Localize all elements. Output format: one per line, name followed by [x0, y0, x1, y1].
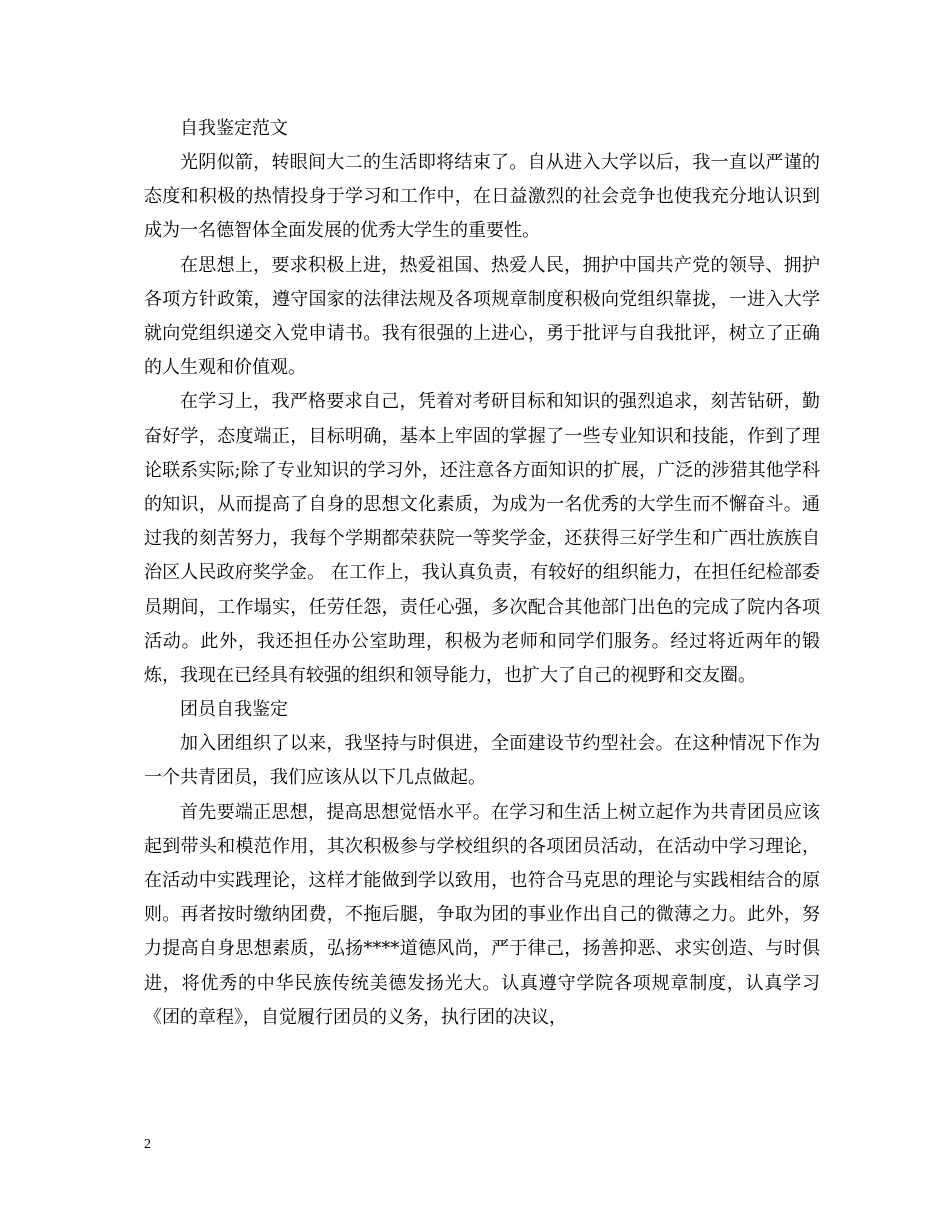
- paragraph: 光阴似箭，转眼间大二的生活即将结束了。自从进入大学以后，我一直以严谨的态度和积极的热情投身于学习和工作中，在日益激烈的社会竞争也使我充分地认识到成为一名德智体全面发展的优秀大学生的重要性。: [144, 152, 820, 242]
- paragraph: 首先要端正思想，提高思想觉悟水平。在学习和生活上树立起作为共青团员应该起到带头和模范作用，其次积极参与学校组织的各项团员活动，在活动中学习理论，在活动中实践理论，这样才能做到学以致用，也符合马克思的理论与实践相结合的原则。再者按时缴纳团费，不拖后腿，争取为团的事业作出自己的微薄之力。此外，努力提高自身思想素质，弘扬****道德风尚，严于律己，扬善抑恶、求实创造、与时俱进，将优秀的中华民族传统美德发扬光大。认真遵守学院各项规章制度，认真学习《团的章程》，自觉履行团员的义务，执行团的决议，: [144, 801, 820, 1028]
- section-title: 团员自我鉴定: [180, 699, 288, 721]
- paragraph: 加入团组织了以来，我坚持与时俱进，全面建设节约型社会。在这种情况下作为一个共青团员，我们应该从以下几点做起。: [144, 733, 820, 789]
- section-league-member-appraisal: [144, 693, 820, 1035]
- paragraph: 在思想上，要求积极上进，热爱祖国、热爱人民，拥护中国共产党的领导、拥护各项方针政策，遵守国家的法律法规及各项规章制度积极向党组织靠拢，一进入大学就向党组织递交入党申请书。我有很强的上进心，勇于批评与自我批评，树立了正确的人生观和价值观。: [144, 254, 820, 379]
- document-body: [144, 112, 820, 1035]
- section-self-appraisal: [144, 112, 820, 693]
- paragraph: 在学习上，我严格要求自己，凭着对考研目标和知识的强烈追求，刻苦钻研，勤奋好学，态度端正，目标明确，基本上牢固的掌握了一些专业知识和技能，作到了理论联系实际;除了专业知识的学习外，还注意各方面知识的扩展，广泛的涉猎其他学科的知识，从而提高了自身的思想文化素质，为成为一名优秀的大学生而不懈奋斗。通过我的刻苦努力，我每个学期都荣获院一等奖学金，还获得三好学生和广西壮族族自治区人民政府奖学金。 在工作上，我认真负责，有较好的组织能力，在担任纪检部委员期间，工作塌实，任劳任怨，责任心强，多次配合其他部门出色的完成了院内各项活动。此外，我还担任办公室助理，积极为老师和同学们服务。经过将近两年的锻炼，我现在已经具有较强的组织和领导能力，也扩大了自己的视野和交友圈。: [144, 391, 820, 687]
- page-number: 2: [144, 1137, 151, 1152]
- section-title: 自我鉴定范文: [180, 118, 288, 139]
